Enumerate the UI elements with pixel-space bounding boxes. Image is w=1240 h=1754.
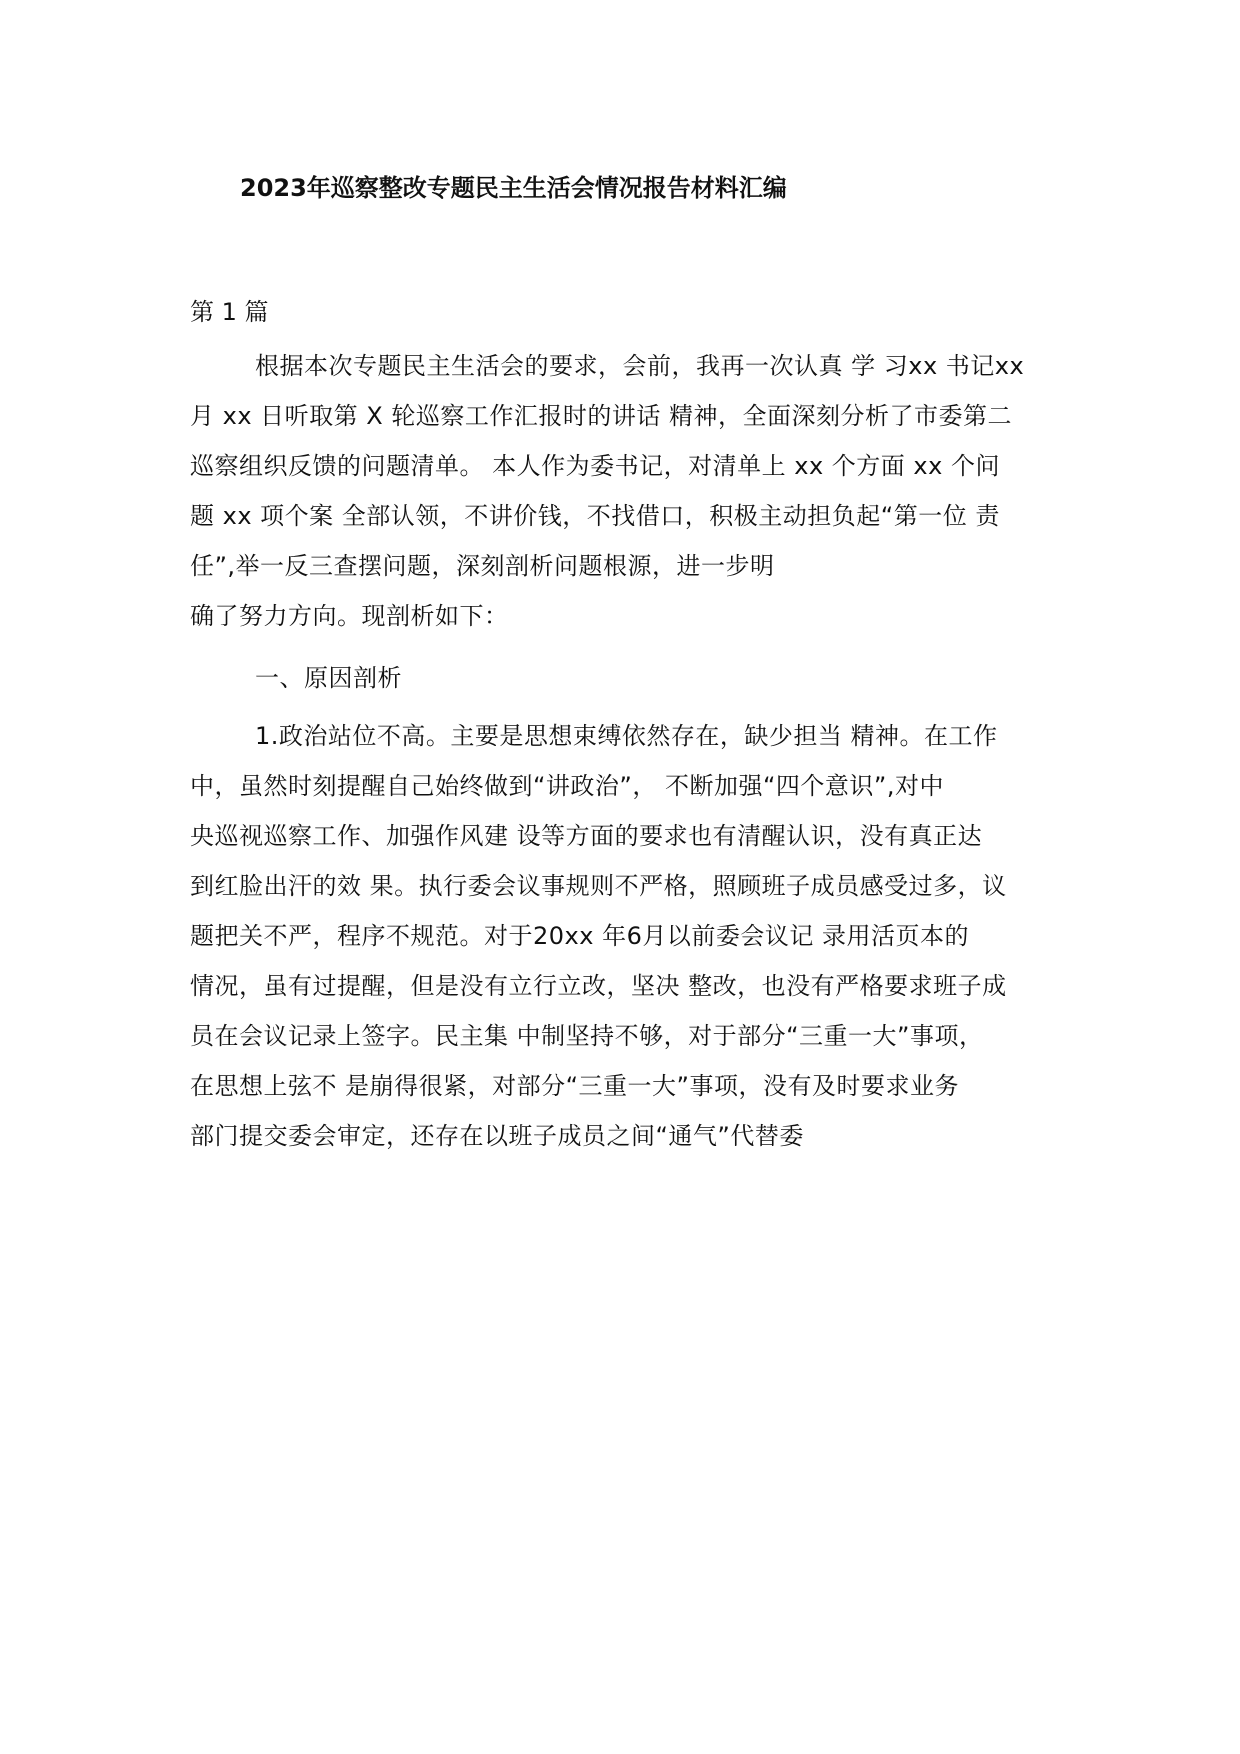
paragraph-line: 任”,举一反三查摆问题，深刻剖析问题根源，进一步明	[190, 552, 775, 580]
paragraph-line: 巡察组织反馈的问题清单。 本人作为委书记，对清单上 xx 个方面 xx 个问	[190, 452, 1000, 480]
paragraph-line: 中，虽然时刻提醒自己始终做到“讲政治”， 不断加强“四个意识”,对中	[190, 772, 944, 800]
paragraph-line: 在思想上弦不 是崩得很紧，对部分“三重一大”事项，没有及时要求业务	[190, 1072, 959, 1100]
paragraph-line: 部门提交委会审定，还存在以班子成员之间“通气”代替委	[190, 1122, 804, 1150]
paragraph-line: 员在会议记录上签字。民主集 中制坚持不够，对于部分“三重一大”事项，	[190, 1022, 984, 1050]
section-label: 第 1 篇	[190, 298, 269, 326]
paragraph-line: 确了努力方向。现剖析如下：	[190, 602, 509, 630]
document-title: 2023年巡察整改专题民主生活会情况报告材料汇编	[240, 174, 787, 202]
paragraph-line: 月 xx 日听取第 X 轮巡察工作汇报时的讲话 精神，全面深刻分析了市委第二	[190, 402, 1012, 430]
paragraph-line: 情况，虽有过提醒，但是没有立行立改，坚决 整改，也没有严格要求班子成	[190, 972, 1007, 1000]
paragraph-line: 到红脸出汗的效 果。执行委会议事规则不严格，照顾班子成员感受过多，议	[190, 872, 1007, 900]
paragraph-line: 央巡视巡察工作、加强作风建 设等方面的要求也有清醒认识，没有真正达	[190, 822, 983, 850]
paragraph-line: 根据本次专题民主生活会的要求，会前，我再一次认真 学 习xx 书记xx	[255, 352, 1025, 380]
section-heading: 一、原因剖析	[255, 664, 402, 692]
paragraph-line: 题 xx 项个案 全部认领，不讲价钱，不找借口，积极主动担负起“第一位 责	[190, 502, 1000, 530]
paragraph-line: 1.政治站位不高。主要是思想束缚依然存在，缺少担当 精神。在工作	[255, 722, 998, 750]
paragraph-line: 题把关不严，程序不规范。对于20xx 年6月以前委会议记 录用活页本的	[190, 922, 969, 950]
